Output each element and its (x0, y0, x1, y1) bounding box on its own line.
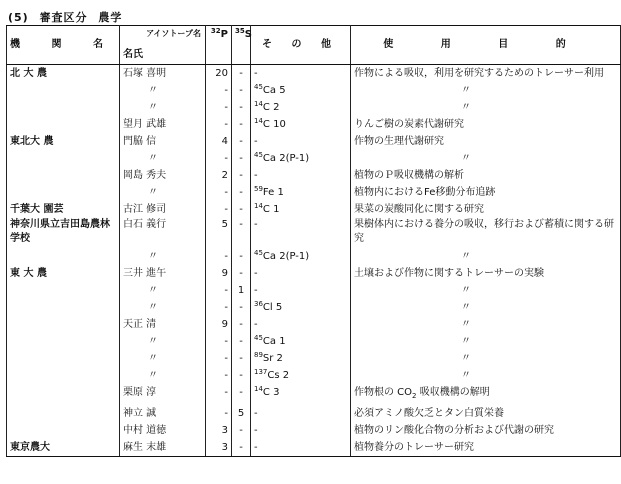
table-row (7, 405, 621, 422)
section-title: 審査区分 (39, 11, 88, 24)
purpose-cell: 植物のＰ吸収機構の解析 (351, 167, 621, 184)
table-body (7, 65, 621, 457)
other-isotope-cell: - (251, 282, 351, 299)
isotope-usage-table (6, 25, 621, 457)
p32-cell: - (206, 150, 232, 167)
p32-cell: 2 (206, 167, 232, 184)
s35-cell: - (232, 201, 251, 218)
other-isotope-cell: $^{45}$Ca 2(P-1) (251, 248, 351, 265)
p32-cell: 5 (206, 218, 232, 248)
s35-cell: 1 (232, 282, 251, 299)
other-isotope-cell: - (251, 405, 351, 422)
institution-cell (7, 150, 120, 167)
purpose-cell: 土壌および作物に関するトレーサーの実験 (351, 265, 621, 282)
purpose-cell: 〃 (351, 282, 621, 299)
p32-cell: - (206, 405, 232, 422)
p32-cell: - (206, 350, 232, 367)
name-cell: 〃 (120, 333, 206, 350)
other-isotope-cell: $^{59}$Fe 1 (251, 184, 351, 201)
purpose-cell: 果菜の炭酸同化に関する研究 (351, 201, 621, 218)
p32-cell: - (206, 333, 232, 350)
name-cell: 中村 道徳 (120, 422, 206, 439)
institution-cell (7, 184, 120, 201)
p32-cell: - (206, 384, 232, 405)
table-row (7, 282, 621, 299)
table-header-row (7, 26, 621, 65)
institution-cell: 東 大 農 (7, 265, 120, 282)
institution-cell: 北 大 農 (7, 65, 120, 83)
table-row (7, 299, 621, 316)
purpose-cell: 果樹体内における養分の吸収，移行および蓄積に関する研究 (351, 218, 621, 248)
name-cell: 三井 進午 (120, 265, 206, 282)
purpose-cell: 作物の生理代謝研究 (351, 133, 621, 150)
table-row (7, 201, 621, 218)
name-cell: 天正 清 (120, 316, 206, 333)
purpose-cell: 作物による吸収，利用を研究するためのトレーサー利用 (351, 65, 621, 83)
institution-cell (7, 384, 120, 405)
name-cell: 石塚 喜明 (120, 65, 206, 83)
table-row (7, 65, 621, 83)
header-institution: 機 関 名 (7, 26, 120, 65)
institution-cell (7, 167, 120, 184)
institution-cell (7, 316, 120, 333)
table-row (7, 333, 621, 350)
purpose-cell: 〃 (351, 299, 621, 316)
other-isotope-cell: - (251, 65, 351, 83)
p32-cell: 9 (206, 316, 232, 333)
table-row (7, 350, 621, 367)
purpose-cell: りんご樹の炭素代謝研究 (351, 116, 621, 133)
table-row (7, 367, 621, 384)
header-p32: $^{32}$P (206, 26, 232, 65)
name-cell: 栗原 淳 (120, 384, 206, 405)
other-isotope-cell: $^{137}$Cs 2 (251, 367, 351, 384)
s35-cell: - (232, 167, 251, 184)
purpose-cell: 〃 (351, 248, 621, 265)
s35-cell: - (232, 384, 251, 405)
name-cell: 〃 (120, 82, 206, 99)
table-row (7, 116, 621, 133)
s35-cell: - (232, 184, 251, 201)
other-isotope-cell: $^{36}$Cl 5 (251, 299, 351, 316)
other-isotope-cell: $^{45}$Ca 1 (251, 333, 351, 350)
section-heading (8, 9, 128, 25)
p32-cell: - (206, 116, 232, 133)
other-isotope-cell: $^{14}$C 3 (251, 384, 351, 405)
s35-cell: - (232, 265, 251, 282)
other-isotope-cell: - (251, 316, 351, 333)
header-name (120, 26, 206, 65)
table-row (7, 150, 621, 167)
other-isotope-cell: $^{45}$Ca 5 (251, 82, 351, 99)
name-cell: 白石 義行 (120, 218, 206, 248)
purpose-cell: 〃 (351, 367, 621, 384)
table-row (7, 133, 621, 150)
name-cell: 〃 (120, 248, 206, 265)
name-cell: 〃 (120, 150, 206, 167)
name-cell: 〃 (120, 367, 206, 384)
other-isotope-cell: $^{89}$Sr 2 (251, 350, 351, 367)
purpose-cell: 作物根の $CO_2$ 吸収機構の解明 (351, 384, 621, 405)
table-row (7, 248, 621, 265)
name-cell: 門脇 信 (120, 133, 206, 150)
header-purpose: 使 用 目 的 (351, 26, 621, 65)
table-row (7, 82, 621, 99)
table-row (7, 218, 621, 248)
purpose-cell: 〃 (351, 150, 621, 167)
other-isotope-cell: - (251, 439, 351, 457)
institution-cell: 東京農大 (7, 439, 120, 457)
s35-cell: - (232, 367, 251, 384)
institution-cell (7, 299, 120, 316)
name-cell: 〃 (120, 184, 206, 201)
name-cell: 岡島 秀夫 (120, 167, 206, 184)
header-name-isotope-label: アイソトープ名 (146, 29, 201, 38)
p32-cell: 9 (206, 265, 232, 282)
institution-cell (7, 405, 120, 422)
s35-cell: - (232, 218, 251, 248)
other-isotope-cell: - (251, 265, 351, 282)
s35-cell: - (232, 333, 251, 350)
other-isotope-cell: $^{14}$C 10 (251, 116, 351, 133)
p32-cell: - (206, 367, 232, 384)
purpose-cell: 〃 (351, 99, 621, 116)
table-row (7, 439, 621, 457)
table-row (7, 384, 621, 405)
p32-cell: 3 (206, 439, 232, 457)
s35-cell: - (232, 316, 251, 333)
institution-cell (7, 282, 120, 299)
s35-cell: - (232, 82, 251, 99)
s35-cell: - (232, 65, 251, 83)
p32-cell: 4 (206, 133, 232, 150)
header-other: そ の 他 (251, 26, 351, 65)
institution-cell (7, 422, 120, 439)
name-cell: 〃 (120, 282, 206, 299)
table-row (7, 316, 621, 333)
other-isotope-cell: - (251, 422, 351, 439)
p32-cell: 3 (206, 422, 232, 439)
s35-cell: 5 (232, 405, 251, 422)
name-cell: 〃 (120, 350, 206, 367)
table-row (7, 422, 621, 439)
header-name-label: 名氏 (123, 49, 143, 60)
purpose-cell: 〃 (351, 82, 621, 99)
header-s35: $^{35}$S (232, 26, 251, 65)
s35-cell: - (232, 133, 251, 150)
p32-cell: - (206, 82, 232, 99)
institution-cell (7, 116, 120, 133)
s35-cell: - (232, 248, 251, 265)
institution-cell: 神奈川県立吉田島農林学校 (7, 218, 120, 248)
table-row (7, 184, 621, 201)
institution-cell (7, 367, 120, 384)
section-number: (5) (8, 11, 29, 24)
institution-cell: 東北大 農 (7, 133, 120, 150)
table-row (7, 167, 621, 184)
purpose-cell: 植物内におけるFe移動分布追跡 (351, 184, 621, 201)
p32-cell: - (206, 248, 232, 265)
other-isotope-cell: - (251, 133, 351, 150)
name-cell: 〃 (120, 299, 206, 316)
institution-cell (7, 350, 120, 367)
s35-cell: - (232, 150, 251, 167)
other-isotope-cell: - (251, 167, 351, 184)
purpose-cell: 〃 (351, 350, 621, 367)
p32-cell: 20 (206, 65, 232, 83)
s35-cell: - (232, 422, 251, 439)
p32-cell: - (206, 99, 232, 116)
table-row (7, 265, 621, 282)
purpose-cell: 植物養分のトレーサー研究 (351, 439, 621, 457)
other-isotope-cell: $^{14}$C 2 (251, 99, 351, 116)
s35-cell: - (232, 99, 251, 116)
s35-cell: - (232, 299, 251, 316)
institution-cell (7, 82, 120, 99)
institution-cell (7, 333, 120, 350)
p32-cell: - (206, 201, 232, 218)
p32-cell: - (206, 282, 232, 299)
s35-cell: - (232, 116, 251, 133)
name-cell: 望月 武雄 (120, 116, 206, 133)
other-isotope-cell: $^{45}$Ca 2(P-1) (251, 150, 351, 167)
section-category: 農学 (98, 11, 123, 24)
other-isotope-cell: - (251, 218, 351, 248)
p32-cell: - (206, 299, 232, 316)
purpose-cell: 〃 (351, 333, 621, 350)
table-row (7, 99, 621, 116)
name-cell: 古江 修司 (120, 201, 206, 218)
institution-cell (7, 99, 120, 116)
purpose-cell: 必須アミノ酸欠乏とタン白質栄養 (351, 405, 621, 422)
p32-cell: - (206, 184, 232, 201)
s35-cell: - (232, 350, 251, 367)
purpose-cell: 〃 (351, 316, 621, 333)
name-cell: 麻生 末雄 (120, 439, 206, 457)
institution-cell: 千葉大 園芸 (7, 201, 120, 218)
name-cell: 〃 (120, 99, 206, 116)
institution-cell (7, 248, 120, 265)
s35-cell: - (232, 439, 251, 457)
other-isotope-cell: $^{14}$C 1 (251, 201, 351, 218)
name-cell: 神立 誠 (120, 405, 206, 422)
purpose-cell: 植物のリン酸化合物の分析および代謝の研究 (351, 422, 621, 439)
